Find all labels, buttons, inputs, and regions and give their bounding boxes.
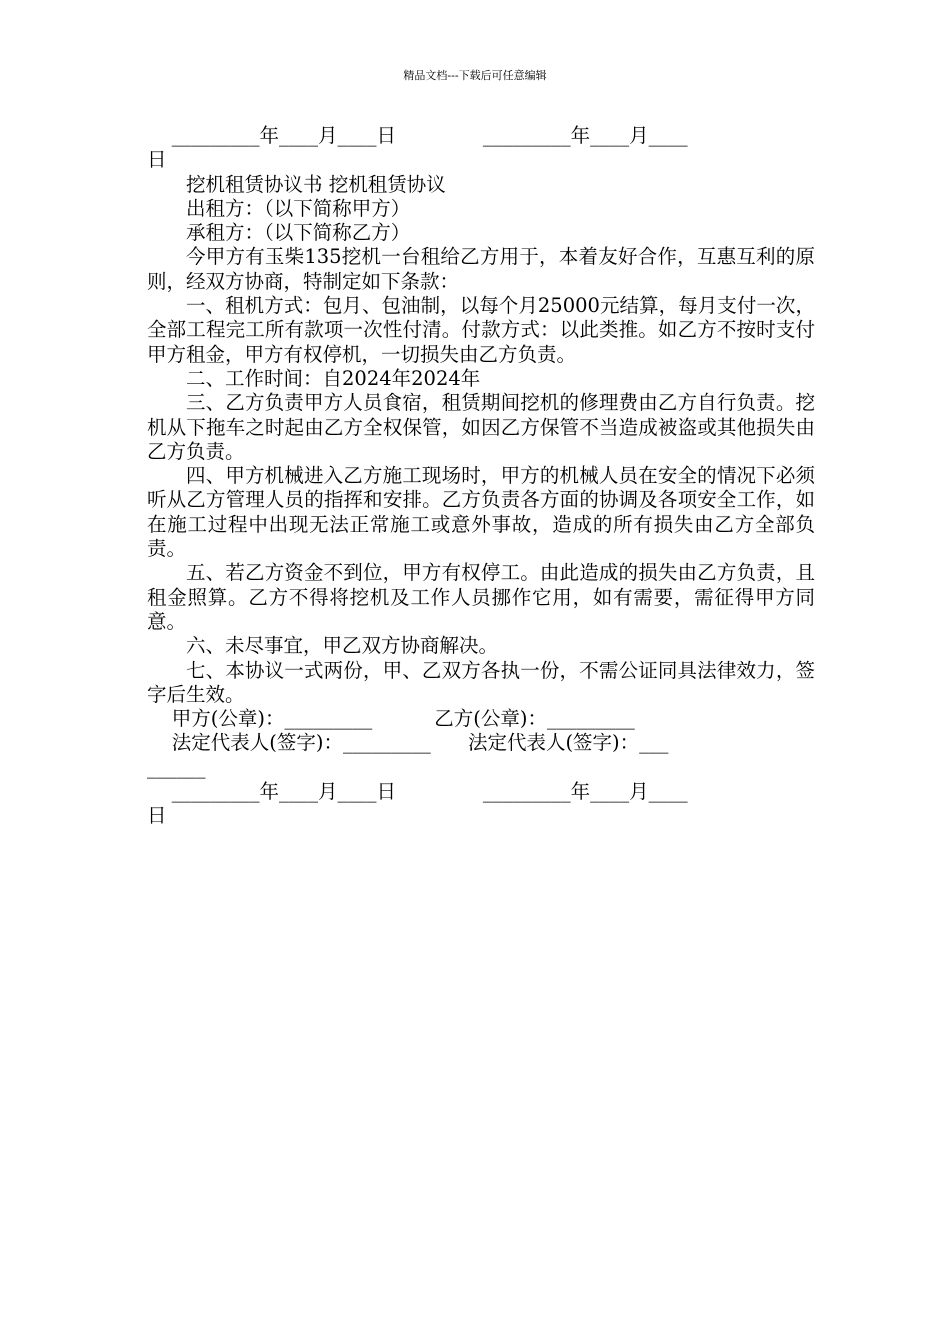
clause-4: 四、甲方机械进入乙方施工现场时，甲方的机械人员在安全的情况下必须听从乙方管理人员的指挥和安排。乙方负责各方面的协调及各项安全工作，如在施工过程中出现无法正常施工或意外事故，造成的所有损失由乙方全部负责。 [147, 464, 815, 561]
intro-paragraph: 今甲方有玉柴135挖机一台租给乙方用于，本着友好合作，互惠互利的原则，经双方协商，特制定如下条款： [147, 245, 815, 293]
document-body [147, 124, 815, 829]
clause-5: 五、若乙方资金不到位，甲方有权停工。由此造成的损失由乙方负责，且租金照算。乙方不得将挖机及工作人员挪作它用，如有需要，需征得甲方同意。 [147, 561, 815, 633]
lessee-line: 承租方：（以下简称乙方） [186, 221, 411, 245]
date-line-top-wrap: 日 [147, 148, 167, 172]
date-line-top: _________年____月____日 _________年____月____ [147, 124, 688, 147]
clause-3: 三、乙方负责甲方人员食宿，租赁期间挖机的修理费由乙方自行负责。挖机从下拖车之时起由乙方全权保管，如因乙方保管不当造成被盗或其他损失由乙方负责。 [147, 391, 815, 463]
representative-line: 法定代表人(签字)：_________ 法定代表人(签字)：___ [147, 731, 669, 755]
representative-line-wrap: ______ [147, 755, 206, 779]
clause-6: 六、未尽事宜，甲乙双方协商解决。 [186, 634, 499, 658]
date-line-bottom: _________年____月____日 _________年____月____ [147, 780, 688, 804]
page-header: 精品文档---下载后可任意编辑 [403, 69, 547, 82]
date-line-bottom-wrap: 日 [147, 804, 167, 828]
clause-7: 七、本协议一式两份，甲、乙双方各执一份，不需公证同具法律效力，签字后生效。 [147, 658, 815, 706]
lessor-line: 出租方：（以下简称甲方） [186, 196, 411, 220]
seal-line: 甲方(公章)：_________ 乙方(公章)：_________ [147, 707, 635, 731]
document-title: 挖机租赁协议书 挖机租赁协议 [186, 172, 446, 196]
clause-2: 二、工作时间：自2024年2024年 [186, 366, 481, 390]
clause-1: 一、租机方式：包月、包油制，以每个月25000元结算，每月支付一次，全部工程完工所有款项一次性付清。付款方式：以此类推。如乙方不按时支付甲方租金，甲方有权停机，一切损失由乙方负责。 [147, 294, 815, 366]
